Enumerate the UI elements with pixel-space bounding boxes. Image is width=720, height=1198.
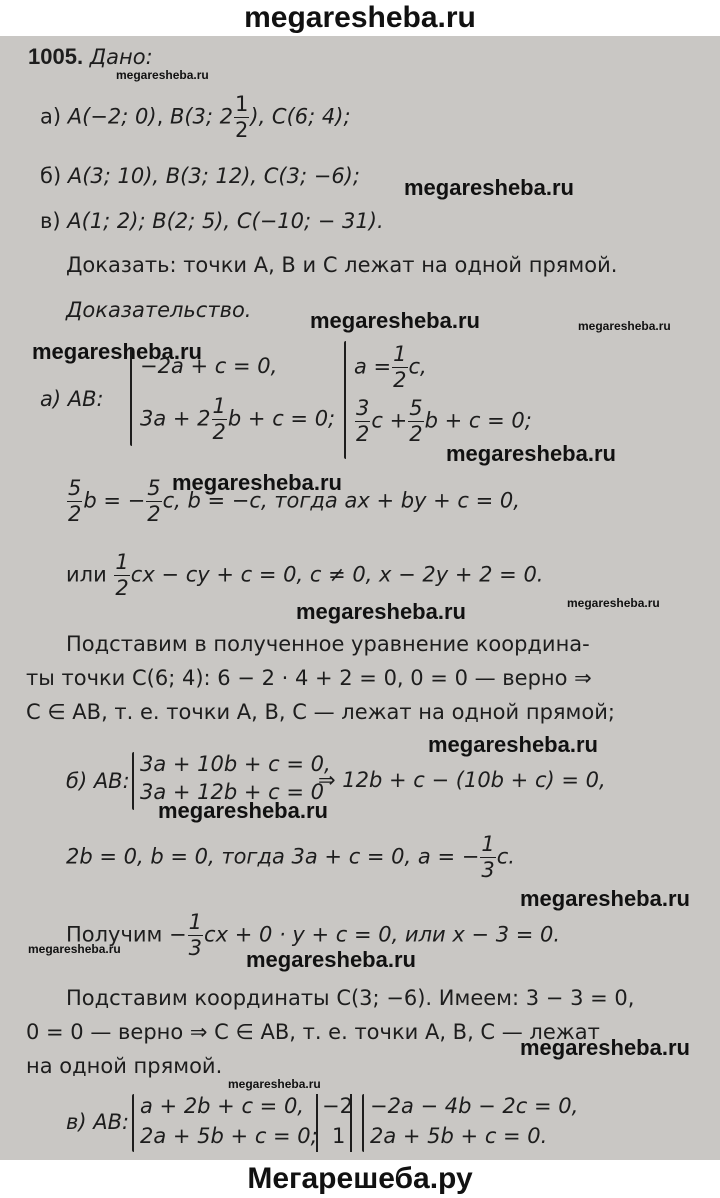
fraction: $\frac{1}{2}$ [115, 550, 129, 600]
watermark: megaresheba.ru [428, 732, 598, 757]
equation-line: Получим − $\frac{1}{3}$ cx + 0 · y + c = 0, или x − 3 = 0. [66, 910, 561, 960]
fraction: $\frac{5}{2}$ [409, 396, 423, 446]
multiplier-bar [316, 1094, 318, 1152]
system-row: 2a + 5b + c = 0. [370, 1124, 548, 1148]
text-line: ты точки C(6; 4): 6 − 2 · 4 + 2 = 0, 0 = 0 — верно ⇒ [26, 666, 592, 690]
text-line: 0 = 0 — верно ⇒ C ∈ AB, т. е. точки A, B, C — лежат [26, 1020, 600, 1044]
system-brace [132, 1094, 134, 1152]
watermark: megaresheba.ru [404, 175, 574, 200]
problem-header [28, 44, 153, 70]
part-c-label: в) AB: [66, 1110, 130, 1134]
textbook-page [0, 36, 720, 1160]
watermark: megaresheba.ru [310, 308, 480, 333]
site-footer: Мегарешеба.ру [247, 1162, 473, 1195]
watermark: megaresheba.ru [246, 947, 416, 972]
fraction: $\frac{1}{2}$ [393, 342, 407, 392]
fraction: $\frac{5}{2}$ [68, 476, 82, 526]
given-b: б) A(3; 10), B(3; 12), C(3; −6); [40, 164, 360, 188]
system-brace [130, 348, 132, 446]
text-line: Подставим координаты C(3; −6). Имеем: 3 − 3 = 0, [66, 986, 635, 1010]
watermark: megaresheba.ru [28, 942, 121, 956]
site-header: megaresheba.ru [244, 1, 476, 34]
system-row: 2a + 5b + c = 0; [140, 1124, 318, 1148]
watermark: megaresheba.ru [520, 886, 690, 911]
system-row: a + 2b + c = 0, [140, 1094, 304, 1118]
system-brace [344, 341, 346, 459]
fraction: $\frac{1}{3}$ [188, 910, 203, 960]
fraction: $\frac{1}{2}$ [235, 92, 249, 142]
system-row: −2a − 4b − 2c = 0, [370, 1094, 579, 1118]
system-row: −2a + c = 0, [140, 354, 278, 378]
system-row: 3a + 2 $\frac{1}{2}$ b + c = 0; [140, 394, 336, 444]
watermark: megaresheba.ru [578, 319, 671, 333]
equation-line: или $\frac{1}{2}$ cx − cy + c = 0, c ≠ 0, x − 2y + 2 = 0. [66, 550, 544, 600]
watermark: megaresheba.ru [116, 68, 209, 82]
system-row: 3a + 10b + c = 0, [140, 752, 331, 776]
proof-label: Доказательство. [66, 298, 252, 322]
watermark: megaresheba.ru [296, 599, 466, 624]
watermark: megaresheba.ru [158, 798, 328, 823]
system-brace [362, 1094, 364, 1152]
system-row: a = $\frac{1}{2}$ c, [354, 342, 427, 392]
multiplier: −2 [322, 1094, 353, 1118]
given-label: Дано: [89, 45, 153, 69]
text-line: Подставим в полученное уравнение координа- [66, 632, 590, 656]
watermark: megaresheba.ru [567, 596, 660, 610]
fraction: $\frac{5}{2}$ [147, 476, 161, 526]
watermark: megaresheba.ru [32, 339, 202, 364]
equation-line: $\frac{5}{2}$ b = − $\frac{5}{2}$ c, b = −c, тогда ax + by + c = 0, [68, 476, 520, 526]
given-a: а) A(−2; 0), B(3; 2 $\frac{1}{2}$ ), C(6; 4); [40, 92, 351, 142]
equation-line: ⇒ 12b + c − (10b + c) = 0, [318, 768, 606, 792]
fraction: $\frac{3}{2}$ [356, 396, 370, 446]
text-line: на одной прямой. [26, 1054, 223, 1078]
multiplier-bar [350, 1094, 352, 1152]
text-line: C ∈ AB, т. е. точки A, B, C — лежат на одной прямой; [26, 700, 615, 724]
system-row: $\frac{3}{2}$ c + $\frac{5}{2}$ b + c = 0; [356, 396, 532, 446]
part-a-label: а) AB: [40, 387, 104, 411]
problem-number: 1005. [28, 44, 84, 69]
part-b-label: б) AB: [66, 769, 130, 793]
system-row: 3a + 12b + c = 0 [140, 780, 325, 804]
watermark: megaresheba.ru [228, 1077, 321, 1091]
fraction: $\frac{1}{2}$ [212, 394, 226, 444]
watermark: megaresheba.ru [446, 441, 616, 466]
equation-line: 2b = 0, b = 0, тогда 3a + c = 0, a = − $\frac{1}{3}$ c. [66, 832, 515, 882]
fraction: $\frac{1}{3}$ [481, 832, 495, 882]
system-brace [132, 752, 134, 810]
watermark: megaresheba.ru [172, 470, 342, 495]
watermark: megaresheba.ru [520, 1035, 690, 1060]
multiplier: 1 [332, 1124, 346, 1148]
prove-statement: Доказать: точки A, B и C лежат на одной прямой. [66, 253, 618, 277]
given-c: в) A(1; 2); B(2; 5), C(−10; − 31). [40, 209, 384, 233]
